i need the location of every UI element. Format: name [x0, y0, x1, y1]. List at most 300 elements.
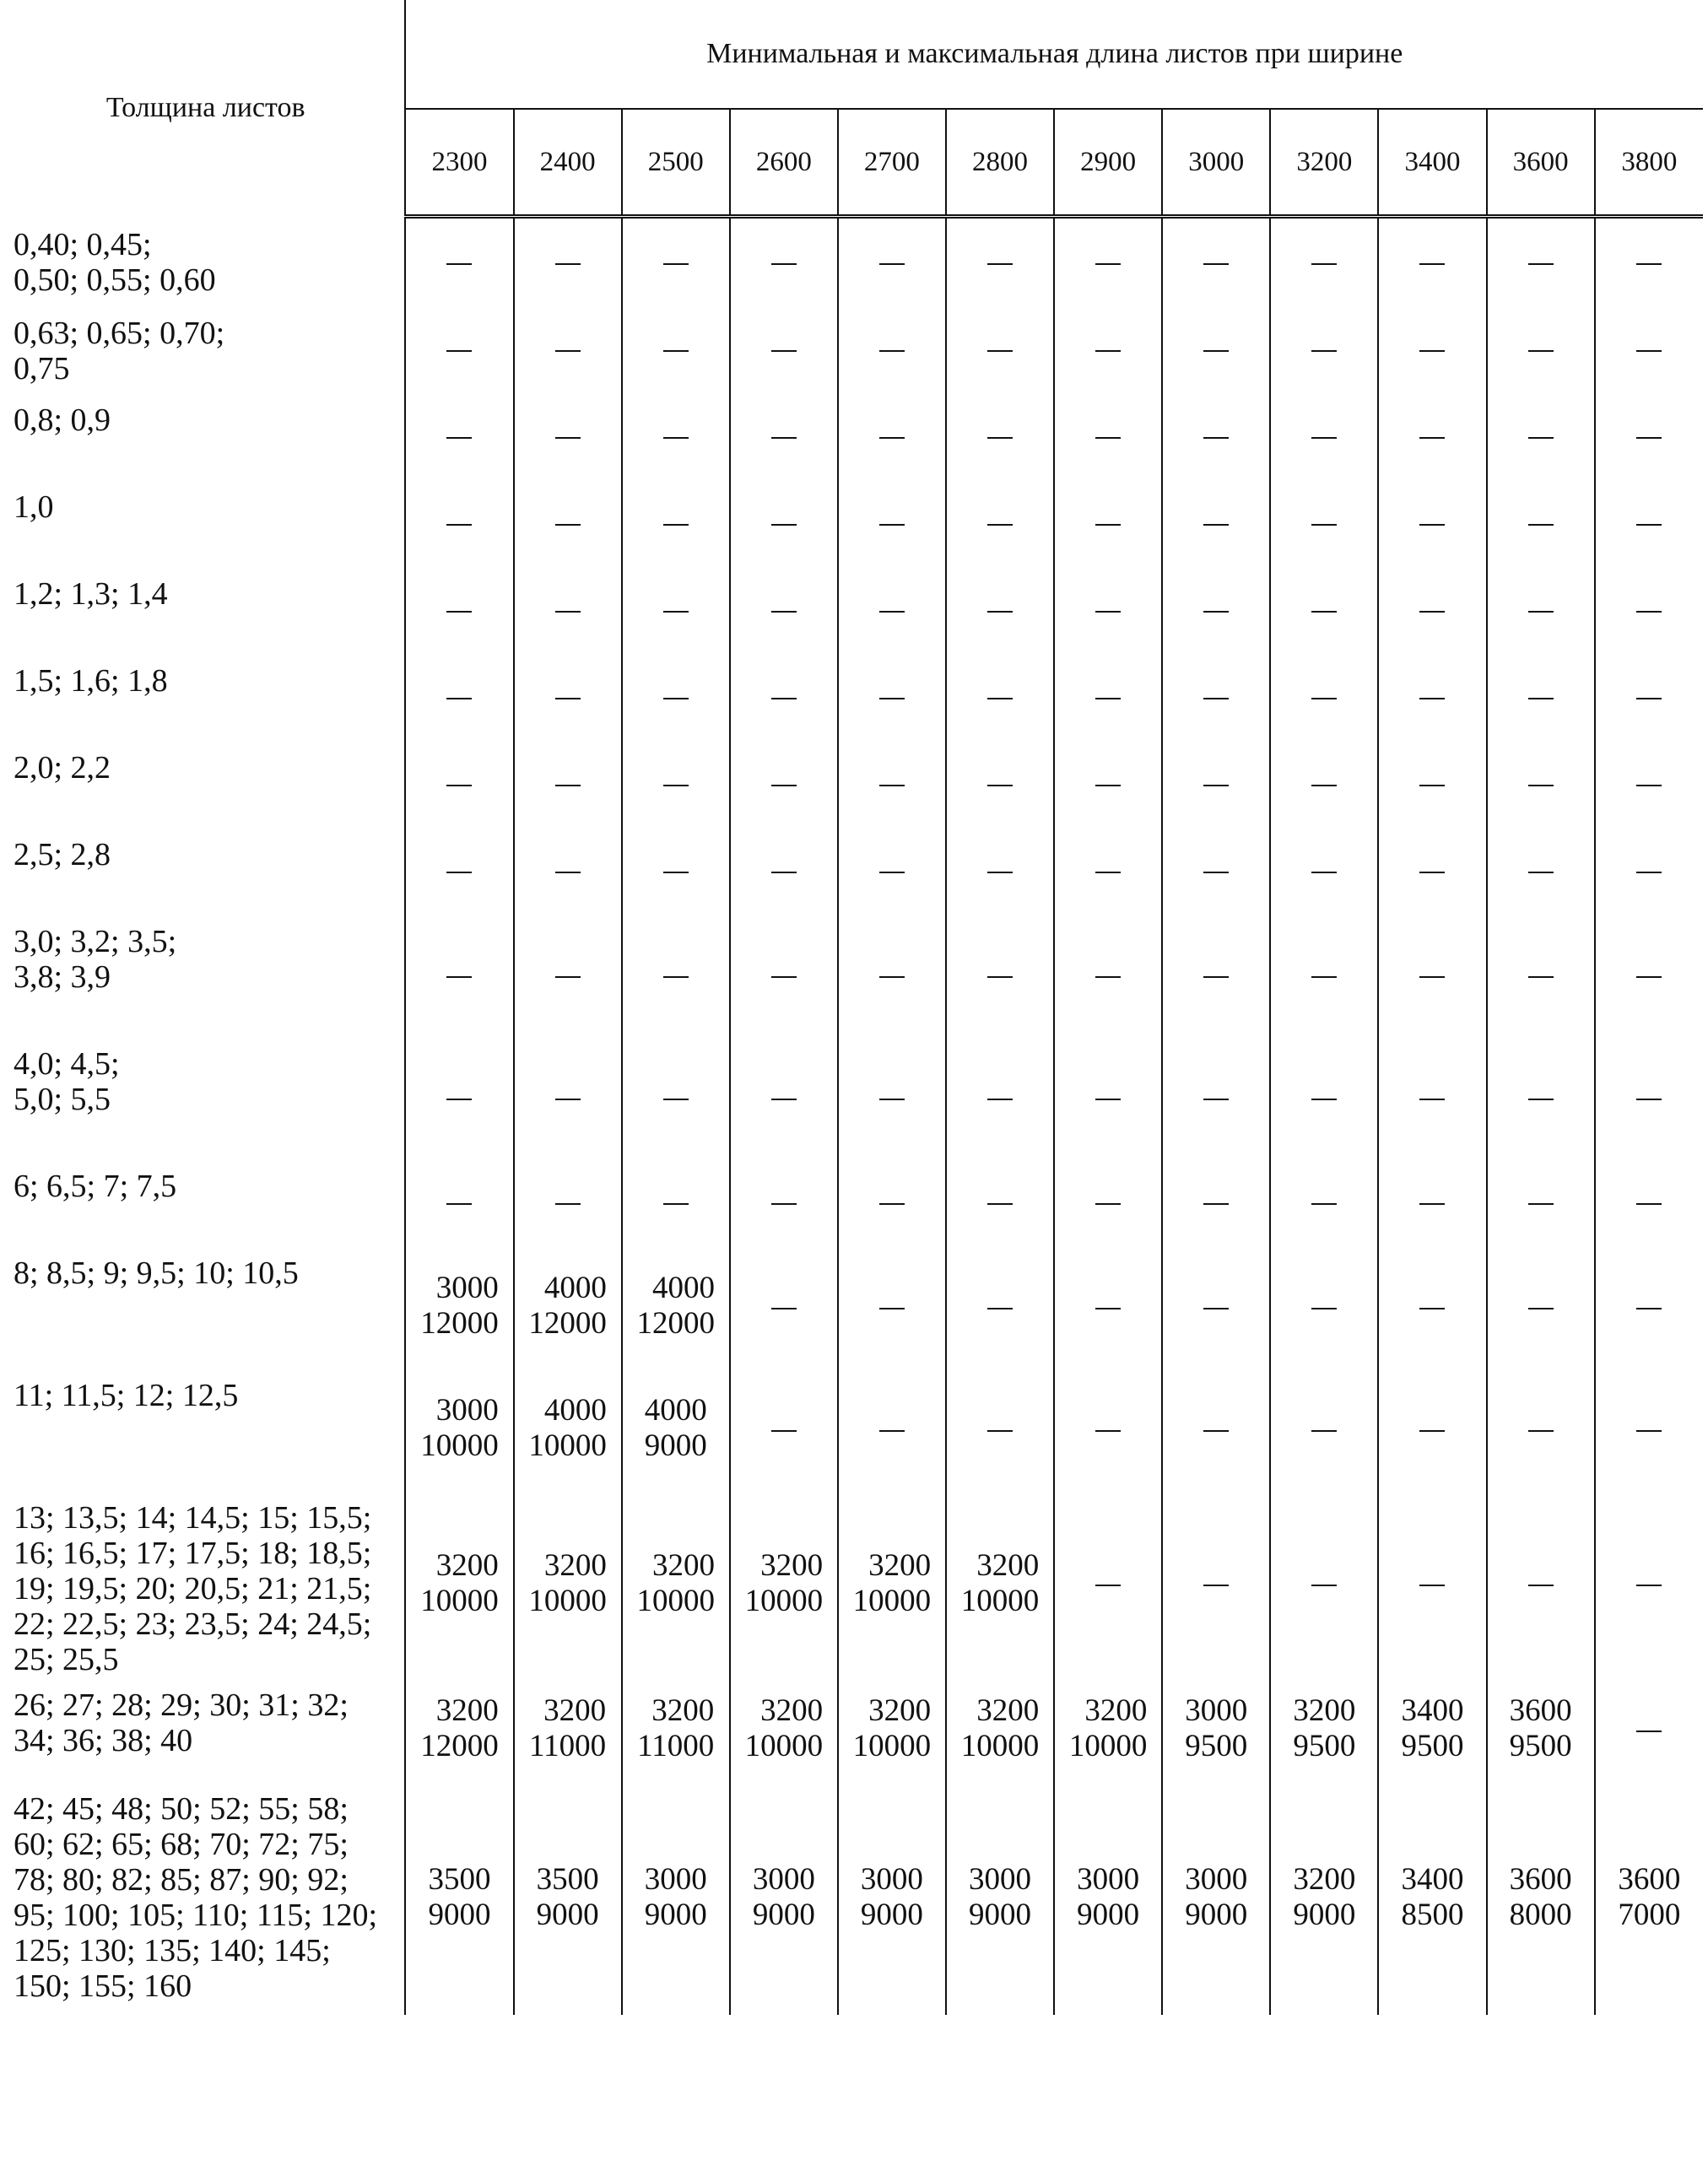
empty-cell — [405, 217, 513, 305]
length-pair — [645, 1393, 707, 1464]
empty-cell — [1162, 1158, 1270, 1245]
dash-mark — [1419, 1585, 1445, 1586]
empty-cell — [514, 1036, 622, 1158]
thickness-cell: 4,0; 4,5; 5,0; 5,5 — [14, 1045, 120, 1117]
dash-mark — [879, 1308, 905, 1309]
empty-cell — [1162, 1036, 1270, 1158]
empty-cell — [622, 740, 730, 827]
length-range-cell — [946, 1677, 1054, 1781]
length-max: 7000 — [1618, 1898, 1681, 1932]
dash-mark — [1528, 1203, 1554, 1205]
width-header-3800: 3800 — [1595, 109, 1703, 217]
empty-cell — [838, 827, 946, 914]
empty-cell — [1487, 1245, 1595, 1368]
dash-mark — [1528, 1308, 1554, 1309]
length-range-cell — [514, 1677, 622, 1781]
dash-mark — [1311, 698, 1337, 699]
length-pair — [636, 1548, 715, 1619]
empty-cell — [730, 566, 838, 653]
dash-mark — [1311, 1203, 1337, 1205]
length-pair — [420, 1393, 499, 1464]
length-range-cell — [838, 1781, 946, 2015]
length-min: 4000 — [543, 1393, 607, 1428]
dash-mark — [446, 785, 472, 786]
length-range-cell — [946, 1781, 1054, 2015]
length-min: 3200 — [868, 1693, 932, 1728]
empty-cell — [622, 305, 730, 392]
empty-cell — [1487, 392, 1595, 479]
length-pair — [1401, 1862, 1463, 1933]
empty-cell — [730, 1368, 838, 1490]
empty-cell — [1054, 305, 1162, 392]
length-max: 9000 — [1293, 1898, 1356, 1932]
dash-mark — [1311, 785, 1337, 786]
dash-mark — [1528, 1099, 1554, 1100]
dash-mark — [1095, 1308, 1121, 1309]
dash-mark — [446, 350, 472, 352]
empty-cell — [1487, 217, 1595, 305]
empty-cell — [730, 1245, 838, 1368]
dash-mark — [1636, 785, 1662, 786]
length-min: 3200 — [760, 1693, 824, 1728]
empty-cell — [838, 1036, 946, 1158]
length-max: 11000 — [637, 1729, 715, 1763]
length-min: 3200 — [868, 1547, 932, 1583]
empty-cell — [730, 305, 838, 392]
length-pair — [1293, 1693, 1355, 1764]
dash-mark — [663, 524, 689, 526]
empty-cell — [1054, 1490, 1162, 1677]
length-range-cell — [946, 1490, 1054, 1677]
dash-mark — [771, 698, 797, 699]
dash-mark — [879, 611, 905, 613]
table-row — [7, 653, 1703, 740]
length-pair — [861, 1862, 923, 1933]
empty-cell — [1595, 217, 1703, 305]
dash-mark — [1203, 263, 1229, 265]
dash-mark — [1203, 698, 1229, 699]
length-min: 3600 — [1509, 1693, 1572, 1728]
empty-cell — [1378, 1368, 1486, 1490]
dash-mark — [1311, 437, 1337, 439]
empty-cell — [1162, 1490, 1270, 1677]
length-range-cell — [405, 1245, 513, 1368]
empty-cell — [514, 305, 622, 392]
table-row — [7, 305, 1703, 392]
empty-cell — [514, 1158, 622, 1245]
empty-cell — [1595, 1158, 1703, 1245]
dash-mark — [1203, 872, 1229, 873]
empty-cell — [1378, 1158, 1486, 1245]
thickness-cell: 1,0 — [14, 489, 54, 525]
length-pair — [1185, 1693, 1247, 1764]
dash-mark — [1311, 976, 1337, 978]
length-pair — [645, 1862, 707, 1933]
dash-mark — [1095, 698, 1121, 699]
length-pair — [1077, 1862, 1139, 1933]
table-row — [7, 566, 1703, 653]
width-header-2300: 2300 — [405, 109, 513, 217]
empty-cell — [730, 392, 838, 479]
length-min: 3200 — [976, 1547, 1040, 1583]
length-max: 11000 — [529, 1729, 607, 1763]
empty-cell — [405, 653, 513, 740]
length-pair — [969, 1862, 1031, 1933]
width-header-3000: 3000 — [1162, 109, 1270, 217]
length-min: 3000 — [435, 1271, 499, 1305]
empty-cell — [1054, 479, 1162, 566]
table-row — [7, 1245, 1703, 1368]
length-pair — [745, 1693, 824, 1764]
dash-mark — [1095, 263, 1121, 265]
dash-mark — [1311, 611, 1337, 613]
dash-mark — [1636, 1308, 1662, 1309]
length-pair — [961, 1548, 1040, 1619]
empty-cell — [405, 740, 513, 827]
empty-cell — [622, 914, 730, 1036]
dash-mark — [1636, 698, 1662, 699]
dash-mark — [1528, 1585, 1554, 1586]
dash-mark — [1095, 1203, 1121, 1205]
length-min: 3600 — [1618, 1862, 1681, 1897]
dash-mark — [879, 1099, 905, 1100]
dash-mark — [1636, 1430, 1662, 1432]
dash-mark — [771, 524, 797, 526]
dash-mark — [1203, 611, 1229, 613]
thickness-cell: 13; 13,5; 14; 14,5; 15; 15,5; 16; 16,5; 17; 17,5; 18; 18,5; 19; 19,5; 20; 20,5; 21; 21,5; 22; 22,5; 23; 23,5; 24; 24,5; 25; 25,5 — [14, 1499, 372, 1677]
length-range-cell — [1162, 1677, 1270, 1781]
length-min: 3000 — [860, 1862, 923, 1897]
empty-cell — [1378, 1245, 1486, 1368]
empty-cell — [730, 217, 838, 305]
dash-mark — [1095, 785, 1121, 786]
dash-mark — [987, 872, 1013, 873]
empty-cell — [1270, 740, 1378, 827]
width-header-2600: 2600 — [730, 109, 838, 217]
thickness-cell: 6; 6,5; 7; 7,5 — [14, 1168, 177, 1204]
length-max: 9000 — [644, 1428, 707, 1463]
empty-cell — [1054, 1036, 1162, 1158]
table-body — [7, 217, 1703, 2015]
length-pair — [745, 1548, 824, 1619]
dash-mark — [879, 1203, 905, 1205]
length-min: 3500 — [536, 1862, 599, 1897]
dash-mark — [771, 350, 797, 352]
length-pair — [753, 1862, 815, 1933]
empty-cell — [1270, 1490, 1378, 1677]
empty-cell — [730, 740, 838, 827]
empty-cell — [730, 479, 838, 566]
dash-mark — [663, 263, 689, 265]
length-max: 10000 — [852, 1583, 932, 1618]
length-range-cell — [1270, 1677, 1378, 1781]
dash-mark — [555, 263, 581, 265]
length-pair — [428, 1862, 490, 1933]
length-min: 3400 — [1401, 1862, 1464, 1897]
length-min: 3200 — [435, 1547, 499, 1583]
dash-mark — [446, 976, 472, 978]
dash-mark — [1528, 872, 1554, 873]
dash-mark — [1203, 1308, 1229, 1309]
empty-cell — [1162, 827, 1270, 914]
empty-cell — [1487, 914, 1595, 1036]
length-range-cell — [1487, 1677, 1595, 1781]
length-min: 3200 — [1293, 1693, 1356, 1728]
dash-mark — [446, 1203, 472, 1205]
table-row — [7, 479, 1703, 566]
length-range-cell — [622, 1781, 730, 2015]
empty-cell — [1270, 1245, 1378, 1368]
dash-mark — [987, 785, 1013, 786]
empty-cell — [1595, 479, 1703, 566]
empty-cell — [1595, 1490, 1703, 1677]
dash-mark — [1095, 350, 1121, 352]
empty-cell — [1054, 914, 1162, 1036]
empty-cell — [1162, 566, 1270, 653]
dash-mark — [1311, 350, 1337, 352]
empty-cell — [405, 566, 513, 653]
empty-cell — [1487, 1036, 1595, 1158]
length-min: 4000 — [543, 1271, 607, 1305]
empty-cell — [730, 1158, 838, 1245]
empty-cell — [946, 740, 1054, 827]
dash-mark — [1419, 872, 1445, 873]
empty-cell — [946, 479, 1054, 566]
dash-mark — [663, 437, 689, 439]
dash-mark — [1311, 263, 1337, 265]
empty-cell — [514, 479, 622, 566]
dash-mark — [1311, 872, 1337, 873]
dash-mark — [1311, 1585, 1337, 1586]
dash-mark — [1203, 1585, 1229, 1586]
dash-mark — [1636, 263, 1662, 265]
length-range-cell — [1595, 1781, 1703, 2015]
dash-mark — [987, 976, 1013, 978]
length-max: 9500 — [1293, 1729, 1356, 1763]
dash-mark — [1636, 1585, 1662, 1586]
table-row — [7, 1368, 1703, 1490]
length-max: 10000 — [528, 1583, 607, 1618]
empty-cell — [1487, 566, 1595, 653]
empty-cell — [1162, 914, 1270, 1036]
dash-mark — [446, 437, 472, 439]
empty-cell — [1054, 653, 1162, 740]
length-pair — [1618, 1862, 1680, 1933]
length-range-cell — [622, 1245, 730, 1368]
empty-cell — [514, 740, 622, 827]
dash-mark — [555, 437, 581, 439]
length-range-cell — [514, 1490, 622, 1677]
empty-cell — [622, 1158, 730, 1245]
thickness-cell: 2,0; 2,2 — [14, 749, 111, 786]
length-range-cell — [514, 1245, 622, 1368]
dash-mark — [555, 872, 581, 873]
dash-mark — [446, 872, 472, 873]
dash-mark — [663, 611, 689, 613]
empty-cell — [1378, 217, 1486, 305]
length-pair — [1510, 1862, 1572, 1933]
length-range-cell — [514, 1781, 622, 2015]
empty-cell — [1054, 1158, 1162, 1245]
dash-mark — [1419, 611, 1445, 613]
table-row — [7, 1677, 1703, 1781]
table-row — [7, 392, 1703, 479]
empty-cell — [946, 1245, 1054, 1368]
length-min: 3200 — [543, 1547, 607, 1583]
dash-mark — [1636, 976, 1662, 978]
dash-mark — [1528, 1430, 1554, 1432]
thickness-cell: 26; 27; 28; 29; 30; 31; 32; 34; 36; 38; 40 — [14, 1687, 349, 1758]
empty-cell — [1595, 1677, 1703, 1781]
dash-mark — [1311, 1099, 1337, 1100]
dash-mark — [1203, 976, 1229, 978]
dash-mark — [987, 1430, 1013, 1432]
dash-mark — [987, 698, 1013, 699]
length-max: 10000 — [744, 1729, 824, 1763]
empty-cell — [946, 217, 1054, 305]
empty-cell — [1595, 1368, 1703, 1490]
dash-mark — [1203, 350, 1229, 352]
length-pair — [528, 1393, 607, 1464]
length-max: 9500 — [1401, 1729, 1464, 1763]
empty-cell — [405, 1158, 513, 1245]
dash-mark — [1419, 1099, 1445, 1100]
length-max: 10000 — [1068, 1729, 1148, 1763]
empty-cell — [1054, 827, 1162, 914]
empty-cell — [1595, 827, 1703, 914]
length-max: 12000 — [636, 1306, 715, 1341]
empty-cell — [1487, 1368, 1595, 1490]
thickness-cell: 0,40; 0,45; 0,50; 0,55; 0,60 — [14, 226, 216, 298]
dash-mark — [1528, 263, 1554, 265]
empty-cell — [1595, 914, 1703, 1036]
dash-mark — [555, 785, 581, 786]
length-pair — [853, 1693, 932, 1764]
table-row — [7, 740, 1703, 827]
thickness-cell: 1,2; 1,3; 1,4 — [14, 575, 168, 612]
empty-cell — [1162, 653, 1270, 740]
table-row — [7, 1781, 1703, 2015]
empty-cell — [1595, 392, 1703, 479]
empty-cell — [514, 392, 622, 479]
empty-cell — [1162, 305, 1270, 392]
dash-mark — [663, 872, 689, 873]
dash-mark — [446, 263, 472, 265]
dash-mark — [1095, 524, 1121, 526]
dash-mark — [1528, 698, 1554, 699]
dash-mark — [771, 263, 797, 265]
length-pair — [637, 1693, 714, 1764]
length-range-cell — [405, 1677, 513, 1781]
empty-cell — [946, 566, 1054, 653]
empty-cell — [514, 653, 622, 740]
empty-cell — [1595, 566, 1703, 653]
dash-mark — [1419, 350, 1445, 352]
length-max: 12000 — [420, 1306, 499, 1341]
empty-cell — [622, 566, 730, 653]
table-row — [7, 1036, 1703, 1158]
length-range-cell — [405, 1368, 513, 1490]
empty-cell — [1595, 740, 1703, 827]
dash-mark — [771, 1308, 797, 1309]
dash-mark — [1636, 350, 1662, 352]
empty-cell — [1270, 305, 1378, 392]
length-max: 9500 — [1185, 1729, 1248, 1763]
empty-cell — [405, 305, 513, 392]
length-range-cell — [1378, 1677, 1486, 1781]
length-range-cell — [1270, 1781, 1378, 2015]
empty-cell — [1378, 827, 1486, 914]
dash-mark — [1095, 1430, 1121, 1432]
empty-cell — [1378, 740, 1486, 827]
empty-cell — [946, 1036, 1054, 1158]
sheet-length-table — [7, 0, 1703, 2015]
empty-cell — [514, 827, 622, 914]
empty-cell — [1378, 653, 1486, 740]
dash-mark — [1419, 1430, 1445, 1432]
length-min: 3200 — [1293, 1862, 1356, 1897]
length-min: 3200 — [1084, 1693, 1148, 1728]
dash-mark — [1095, 437, 1121, 439]
empty-cell — [1270, 217, 1378, 305]
empty-cell — [1162, 392, 1270, 479]
dash-mark — [1419, 437, 1445, 439]
empty-cell — [946, 653, 1054, 740]
dash-mark — [771, 872, 797, 873]
empty-cell — [1378, 1036, 1486, 1158]
length-max: 12000 — [528, 1306, 607, 1341]
empty-cell — [946, 392, 1054, 479]
thickness-cell: 3,0; 3,2; 3,5; 3,8; 3,9 — [14, 923, 177, 995]
empty-cell — [622, 479, 730, 566]
empty-cell — [1595, 653, 1703, 740]
empty-cell — [1162, 1368, 1270, 1490]
length-max: 9000 — [644, 1898, 707, 1932]
dash-mark — [1636, 872, 1662, 873]
empty-cell — [946, 914, 1054, 1036]
length-min: 3000 — [1185, 1862, 1248, 1897]
empty-cell — [514, 217, 622, 305]
dash-mark — [1636, 1731, 1662, 1732]
empty-cell — [622, 392, 730, 479]
table-row — [7, 1490, 1703, 1677]
length-min: 3500 — [428, 1862, 491, 1897]
empty-cell — [1487, 827, 1595, 914]
length-max: 10000 — [960, 1583, 1040, 1618]
thickness-cell: 0,63; 0,65; 0,70; 0,75 — [14, 315, 225, 386]
length-min: 4000 — [651, 1271, 715, 1305]
empty-cell — [1378, 479, 1486, 566]
dash-mark — [879, 350, 905, 352]
dash-mark — [555, 611, 581, 613]
dash-mark — [1095, 872, 1121, 873]
dash-mark — [879, 872, 905, 873]
length-min: 3200 — [976, 1693, 1040, 1728]
length-min: 3200 — [760, 1547, 824, 1583]
empty-cell — [1595, 1245, 1703, 1368]
length-max: 10000 — [960, 1729, 1040, 1763]
dash-mark — [555, 350, 581, 352]
length-max: 10000 — [420, 1583, 499, 1618]
width-header-3600: 3600 — [1487, 109, 1595, 217]
length-max: 9000 — [428, 1898, 491, 1932]
dash-mark — [1095, 1585, 1121, 1586]
empty-cell — [730, 914, 838, 1036]
length-range-cell — [1054, 1677, 1162, 1781]
dash-mark — [1095, 976, 1121, 978]
dash-mark — [1636, 437, 1662, 439]
dash-mark — [663, 976, 689, 978]
